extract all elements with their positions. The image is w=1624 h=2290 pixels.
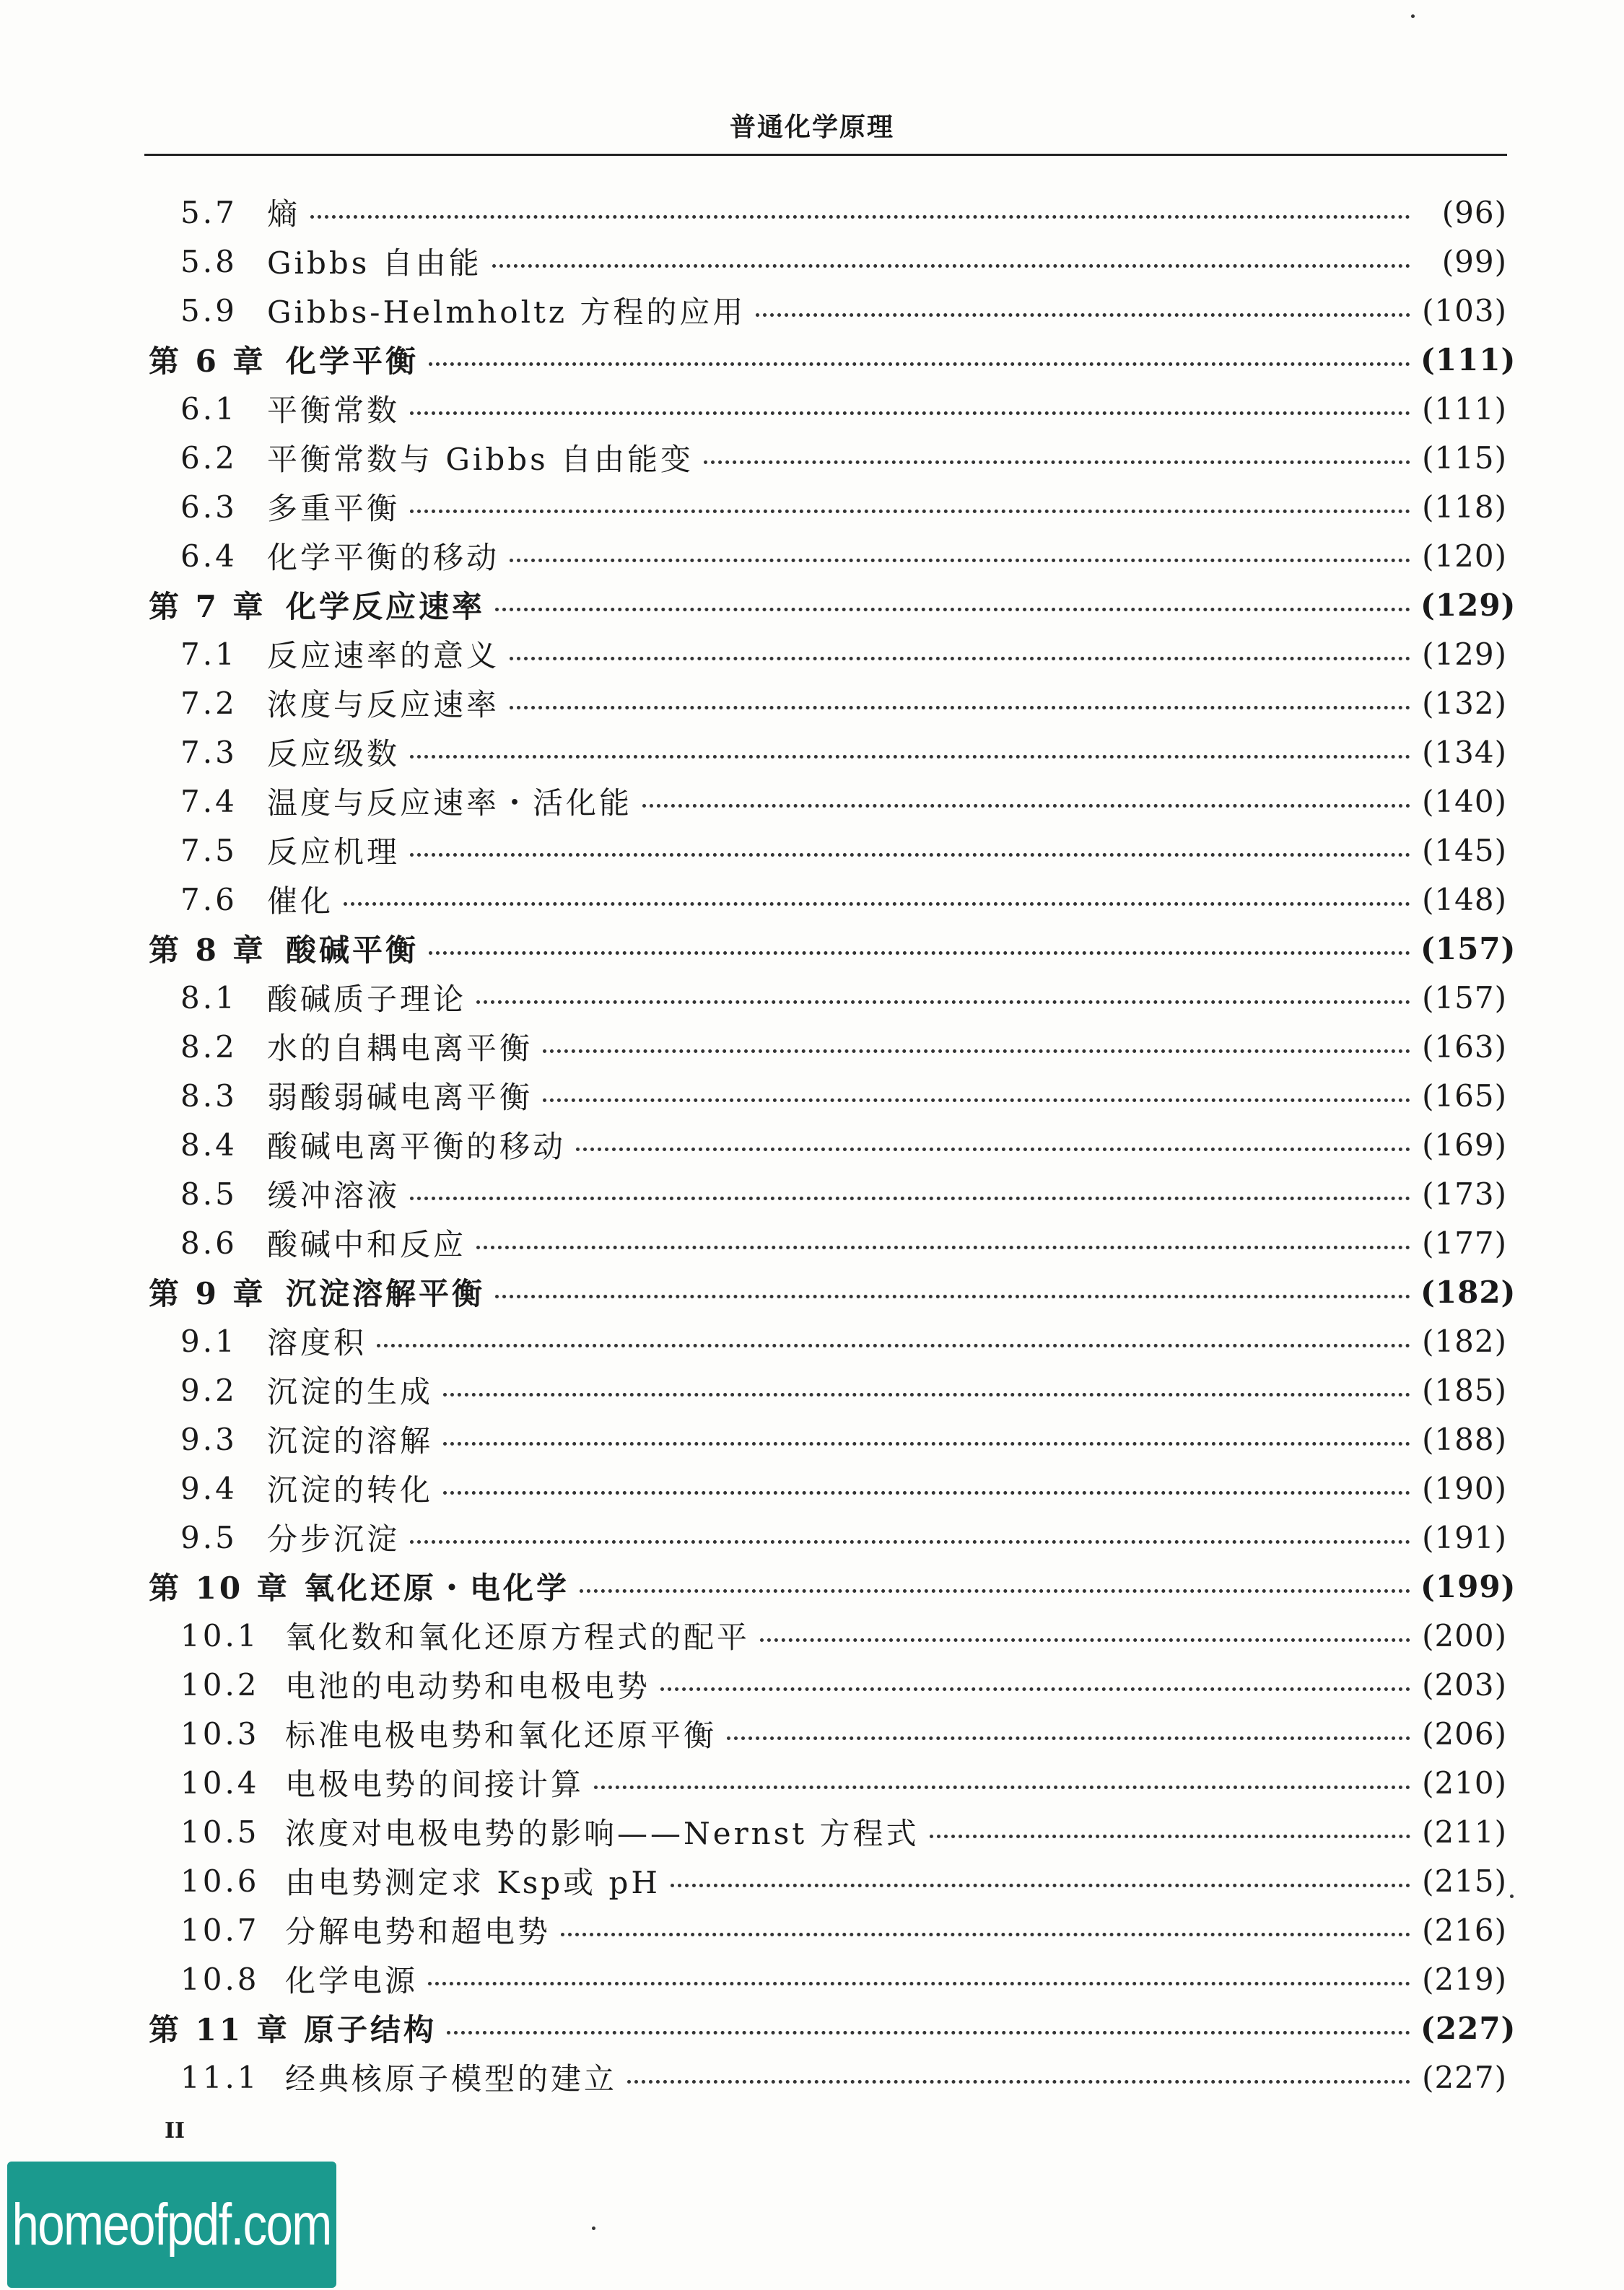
dot-leader [576,1148,1410,1151]
toc-entry [144,1172,1507,1215]
entry-title: 水的自耦电离平衡 [267,1031,533,1066]
entry-page: (99) [1441,243,1507,279]
dot-leader [476,1246,1410,1249]
entry-title: 电池的电动势和电极电势 [285,1669,651,1704]
scan-speck [1411,14,1415,18]
toc-entry [144,1810,1507,1853]
entry-page: (215) [1422,1863,1507,1899]
entry-title: 催化 [267,883,334,919]
dot-leader [429,951,1410,955]
entry-title: Gibbs-Helmholtz 方程的应用 [267,294,746,330]
chapter-number: 第 8 章 [149,932,266,968]
toc-entry [144,1368,1507,1412]
running-header: 普通化学原理 [729,112,894,142]
entry-title: 氧化数和氧化还原方程式的配平 [285,1620,751,1655]
dot-leader [543,1098,1410,1102]
entry-title: 沉淀的转化 [267,1472,434,1508]
dot-leader [561,1933,1410,1936]
toc-chapter [144,583,1516,626]
toc-entry [144,1859,1507,1902]
entry-title: 酸碱质子理论 [267,982,467,1017]
entry-page: (173) [1422,1176,1507,1212]
dot-leader [627,2080,1410,2084]
dot-leader [756,313,1410,317]
dot-leader [410,411,1410,415]
chapter-title: 化学反应速率 [286,589,486,624]
dot-leader [727,1736,1410,1740]
toc-entry [144,1614,1507,1657]
entry-title: 浓度与反应速率 [267,687,500,722]
page-folio: II [165,2118,185,2143]
entry-page: (199) [1420,1568,1516,1604]
entry-page: (120) [1422,538,1507,574]
dot-leader [495,608,1410,611]
entry-page: (115) [1422,440,1507,476]
chapter-number: 第 9 章 [149,1276,266,1311]
entry-number: 8.6 [180,1225,237,1261]
dot-leader [344,902,1410,906]
entry-page: (111) [1420,341,1516,377]
entry-number: 6.1 [180,390,237,427]
entry-number: 8.2 [180,1028,237,1065]
entry-number: 9.5 [180,1519,237,1555]
dot-leader [410,1540,1410,1544]
dot-leader [704,460,1410,464]
toc-entry [144,1221,1507,1264]
entry-page: (203) [1422,1666,1507,1703]
toc-entry [144,387,1507,430]
toc-entry [144,1957,1507,2001]
entry-page: (210) [1422,1765,1507,1801]
toc-entry [144,632,1507,676]
entry-number: 8.1 [180,979,237,1015]
dot-leader [660,1687,1410,1691]
toc-chapter [144,338,1516,381]
chapter-title: 酸碱平衡 [286,932,419,968]
entry-page: (188) [1422,1421,1507,1457]
entry-title: 沉淀的溶解 [267,1423,434,1459]
toc-entry [144,1074,1507,1117]
dot-leader [310,215,1410,219]
toc-entry [144,240,1507,283]
entry-title: 多重平衡 [267,491,401,526]
entry-title: 经典核原子模型的建立 [285,2061,618,2097]
dot-leader [410,755,1410,759]
toc-entry [144,1467,1507,1510]
chapter-number: 第 10 章 [149,1570,290,1606]
entry-title: 酸碱中和反应 [267,1227,467,1262]
toc-entry [144,976,1507,1019]
entry-title: 平衡常数 [267,393,401,428]
entry-number: 8.5 [180,1176,237,1212]
entry-page: (219) [1422,1961,1507,1997]
entry-page: (140) [1422,783,1507,819]
entry-page: (129) [1422,636,1507,672]
entry-page: (145) [1422,832,1507,868]
entry-page: (182) [1420,1274,1516,1310]
toc-entry [144,1663,1507,1706]
entry-number: 10.8 [180,1961,260,1997]
entry-page: (165) [1422,1078,1507,1114]
dot-leader [760,1638,1410,1642]
entry-page: (132) [1422,685,1507,721]
dot-leader [476,1000,1410,1004]
dot-leader [642,804,1410,808]
entry-title: 溶度积 [267,1325,367,1360]
entry-page: (191) [1422,1519,1507,1555]
dot-leader [543,1049,1410,1053]
toc-entry [144,1025,1507,1068]
chapter-number: 第 7 章 [149,589,266,624]
entry-number: 5.7 [180,194,237,230]
entry-page: (163) [1422,1028,1507,1065]
entry-page: (227) [1422,2059,1507,2095]
entry-title: 缓冲溶液 [267,1178,401,1213]
entry-number: 10.7 [180,1912,260,1948]
entry-page: (169) [1422,1127,1507,1163]
entry-number: 6.2 [180,440,237,476]
dot-leader [447,2031,1410,2035]
watermark-text: homeofpdf.com [12,2191,332,2258]
entry-title: 电极电势的间接计算 [285,1767,585,1802]
entry-number: 8.4 [180,1127,237,1163]
entry-title: 浓度对电极电势的影响——Nernst 方程式 [285,1816,920,1851]
entry-title: 分步沉淀 [267,1521,401,1557]
entry-page: (103) [1422,292,1507,328]
toc-entry [144,779,1507,823]
toc-entry [144,1908,1507,1952]
dot-leader [594,1786,1410,1789]
entry-page: (118) [1422,489,1507,525]
toc-entry [144,1761,1507,1804]
entry-title: 化学平衡的移动 [267,540,500,575]
entry-number: 9.2 [180,1372,237,1408]
scan-speck [1510,1895,1514,1898]
entry-number: 10.5 [180,1814,260,1850]
entry-page: (148) [1422,881,1507,917]
entry-title: 反应机理 [267,834,401,870]
chapter-title: 原子结构 [304,2012,437,2048]
entry-number: 10.4 [180,1765,260,1801]
entry-number: 10.2 [180,1666,260,1703]
chapter-number: 第 11 章 [149,2012,290,2048]
toc-entry [144,878,1507,921]
entry-title: 反应级数 [267,736,401,772]
entry-page: (185) [1422,1372,1507,1408]
entry-number: 5.9 [180,292,237,328]
dot-leader [443,1491,1410,1495]
scan-speck [592,2226,595,2230]
entry-page: (134) [1422,734,1507,770]
toc-entry [144,681,1507,725]
toc-entry [144,289,1507,332]
entry-title: 标准电极电势和氧化还原平衡 [285,1718,717,1753]
entry-page: (182) [1422,1323,1507,1359]
watermark-badge [7,2162,336,2288]
dot-leader [410,853,1410,857]
entry-page: (211) [1422,1814,1507,1850]
toc-entry [144,1712,1507,1755]
entry-page: (200) [1422,1617,1507,1653]
entry-title: 反应速率的意义 [267,638,500,673]
entry-title: 沉淀的生成 [267,1374,434,1410]
entry-number: 7.2 [180,685,237,721]
dot-leader [510,657,1410,660]
entry-number: 9.1 [180,1323,237,1359]
dot-leader [495,1295,1410,1298]
entry-title: 熵 [267,196,301,232]
dot-leader [410,1197,1410,1200]
entry-page: (157) [1420,930,1516,966]
dot-leader [443,1442,1410,1446]
dot-leader [443,1393,1410,1397]
entry-title: 弱酸弱碱电离平衡 [267,1080,533,1115]
entry-page: (111) [1422,390,1507,427]
entry-title: Gibbs 自由能 [267,245,482,281]
toc-entry [144,1319,1507,1363]
toc-chapter [144,1270,1516,1314]
entry-page: (190) [1422,1470,1507,1506]
entry-number: 9.3 [180,1421,237,1457]
toc-entry [144,730,1507,774]
dot-leader [510,559,1410,562]
entry-number: 5.8 [180,243,237,279]
dot-leader [377,1344,1410,1347]
entry-page: (206) [1422,1716,1507,1752]
chapter-title: 氧化还原・电化学 [304,1570,570,1606]
toc-entry [144,2055,1507,2099]
toc-entry [144,1417,1507,1461]
chapter-title: 沉淀溶解平衡 [286,1276,486,1311]
entry-number: 10.6 [180,1863,260,1899]
chapter-title: 化学平衡 [286,344,419,379]
entry-number: 10.3 [180,1716,260,1752]
dot-leader [429,362,1410,366]
entry-title: 温度与反应速率・活化能 [267,785,633,821]
chapter-number: 第 6 章 [149,344,266,379]
entry-title: 酸碱电离平衡的移动 [267,1129,567,1164]
entry-number: 7.6 [180,881,237,917]
entry-number: 6.4 [180,538,237,574]
entry-page: (177) [1422,1225,1507,1261]
dot-leader [671,1884,1410,1887]
dot-leader [930,1835,1410,1838]
entry-page: (96) [1441,194,1507,230]
toc-chapter [144,1565,1516,1608]
entry-number: 11.1 [180,2059,260,2095]
dot-leader [492,264,1410,268]
entry-title: 由电势测定求 Ksp或 pH [285,1865,661,1900]
toc-chapter [144,927,1516,970]
entry-number: 7.4 [180,783,237,819]
entry-number: 6.3 [180,489,237,525]
entry-number: 7.1 [180,636,237,672]
toc-entry [144,829,1507,872]
entry-number: 10.1 [180,1617,260,1653]
entry-number: 7.5 [180,832,237,868]
toc-chapter [144,2006,1516,2050]
entry-title: 化学电源 [285,1963,419,1998]
toc-entry [144,191,1507,234]
dot-leader [580,1589,1410,1593]
entry-page: (227) [1420,2010,1516,2046]
dot-leader [510,706,1410,709]
toc-entry [144,534,1507,577]
toc-entry [144,436,1507,479]
entry-title: 分解电势和超电势 [285,1914,551,1949]
dot-leader [428,1982,1410,1985]
toc-entry [144,1123,1507,1166]
toc-entry [144,485,1507,528]
entry-number: 9.4 [180,1470,237,1506]
entry-number: 7.3 [180,734,237,770]
entry-page: (157) [1422,979,1507,1015]
entry-number: 8.3 [180,1078,237,1114]
entry-title: 平衡常数与 Gibbs 自由能变 [267,442,694,477]
dot-leader [410,510,1410,513]
entry-page: (129) [1420,587,1516,623]
entry-page: (216) [1422,1912,1507,1948]
toc-entry [144,1516,1507,1559]
